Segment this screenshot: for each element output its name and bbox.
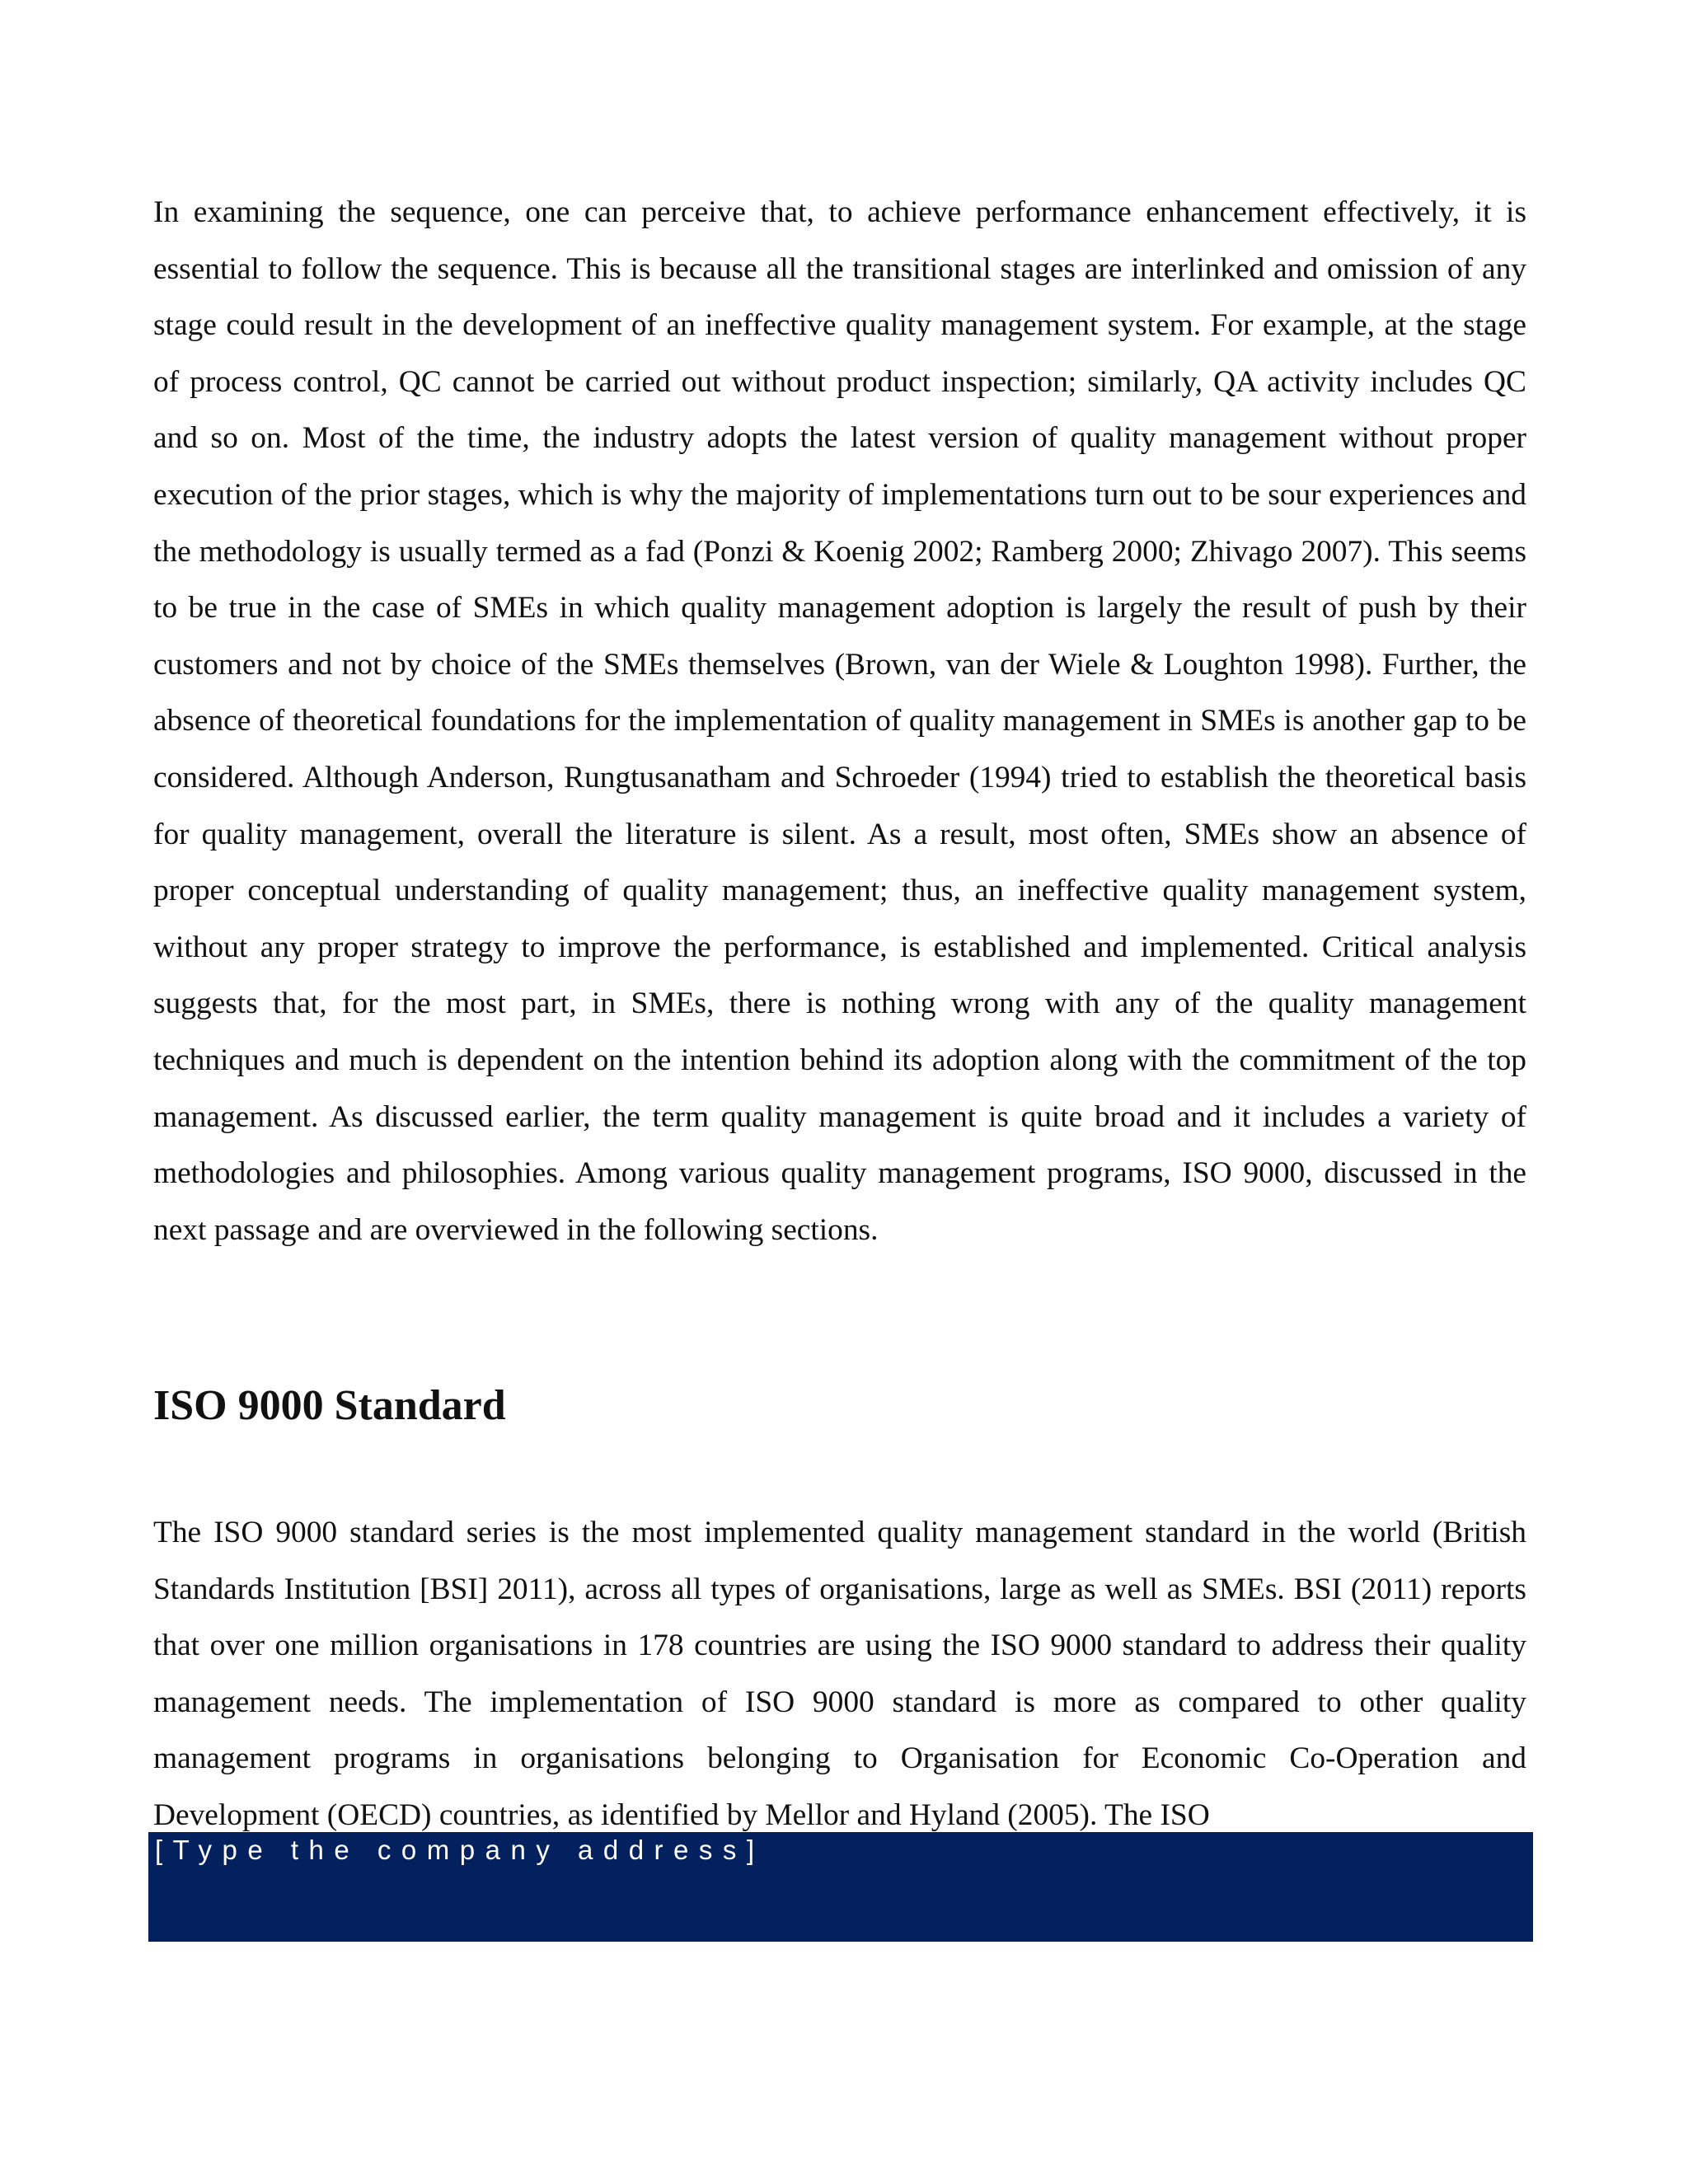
company-address-placeholder[interactable]: [Type the company address] [155, 1835, 765, 1865]
footer-bar [148, 1832, 1533, 1942]
body-paragraph: In examining the sequence, one can perceive that, to achieve performance enhancement effectively, it is essential to follow the sequence. This is because all the transitional stages are interlinked and omission of any stage could result in the development of an ineffective quality management system. For example, at the stage of process control, QC cannot be carried out without product inspection; similarly, QA activity includes QC and so on. Most of the time, the industry adopts the latest version of quality management without proper execution of the prior stages, which is why the majority of implementations turn out to be sour experiences and the methodology is usually termed as a fad (Ponzi & Koenig 2002; Ramberg 2000; Zhivago 2007). This seems to be true in the case of SMEs in which quality management adoption is largely the result of push by their customers and not by choice of the SMEs themselves (Brown, van der Wiele & Loughton 1998). Further, the absence of theoretical foundations for the implementation of quality management in SMEs is another gap to be considered. Although Anderson, Rungtusanatham and Schroeder (1994) tried to establish the theoretical basis for quality management, overall the literature is silent. As a result, most often, SMEs show an absence of proper conceptual understanding of quality management; thus, an ineffective quality management system, without any proper strategy to improve the performance, is established and implemented. Critical analysis suggests that, for the most part, in SMEs, there is nothing wrong with any of the quality management techniques and much is dependent on the intention behind its adoption along with the commitment of the top management. As discussed earlier, the term quality management is quite broad and it includes a variety of methodologies and philosophies. Among various quality management programs, ISO 9000, discussed in the next passage and are overviewed in the following sections. [153, 195, 1526, 1247]
body-paragraph: The ISO 9000 standard series is the most implemented quality management standard in the world (British Standards Institution [BSI] 2011), across all types of organisations, large as well as SMEs. BSI (2011) reports that over one million organisations in 178 countries are using the ISO 9000 standard to address their quality management needs. The implementation of ISO 9000 standard is more as compared to other quality management programs in organisations belonging to Organisation for Economic Co-Operation and Development (OECD) countries, as identified by Mellor and Hyland (2005). The ISO [153, 1516, 1526, 1832]
section-heading: ISO 9000 Standard [153, 1382, 506, 1429]
